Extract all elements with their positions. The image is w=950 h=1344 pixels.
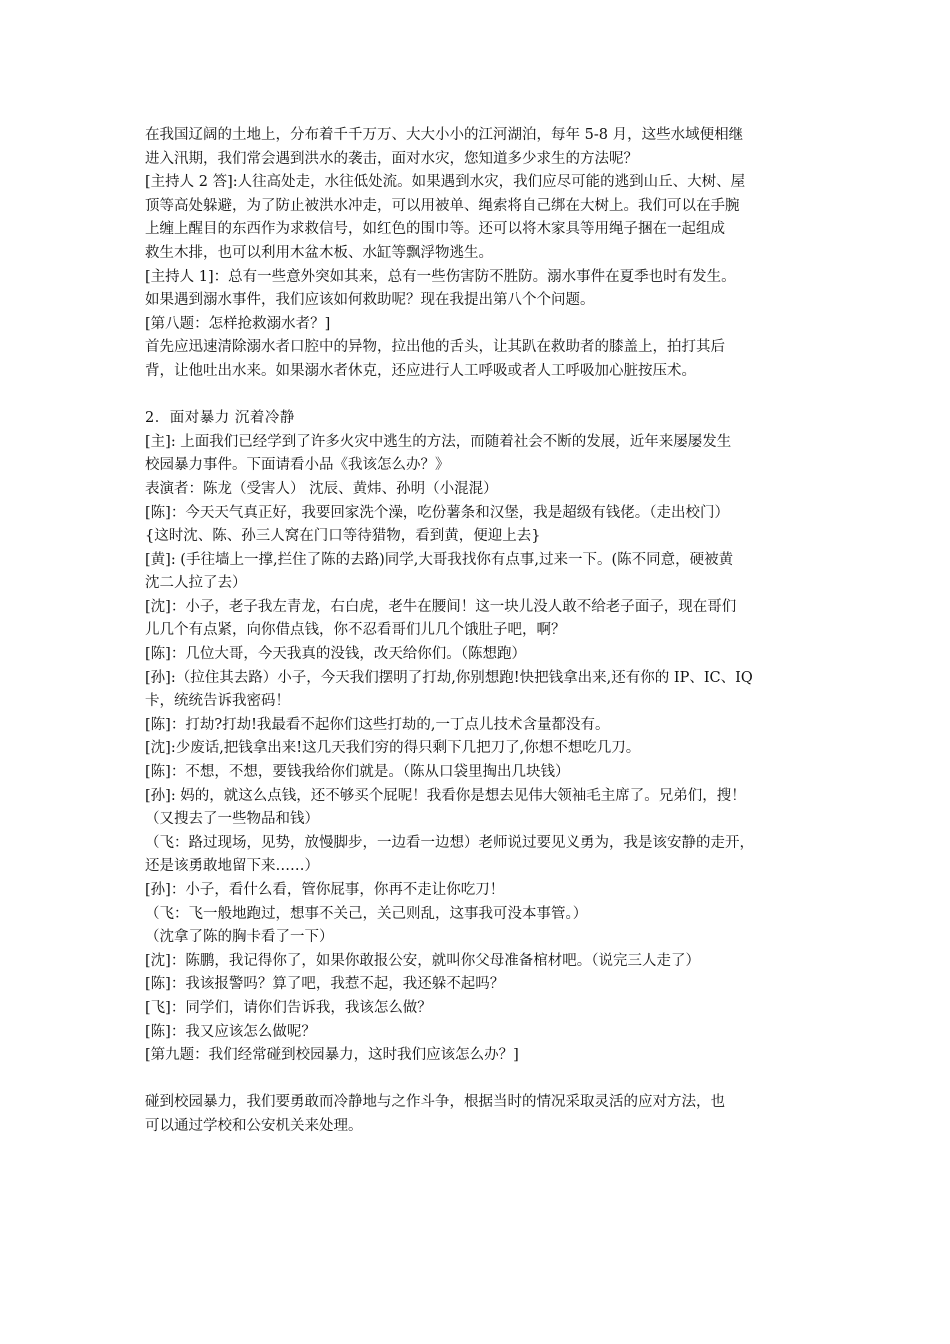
paragraph-line: 在我国辽阔的土地上，分布着千千万万、大大小小的江河湖泊，每年 5-8 月，这些水域便相继 — [145, 127, 744, 143]
script-line: （又搜去了一些物品和钱） — [145, 811, 319, 828]
script-line: 还是该勇敢地留下来……） — [145, 858, 319, 875]
script-line: 沈二人拉了去） — [145, 575, 247, 592]
script-line: 校园暴力事件。下面请看小品《我该怎么办？》 — [145, 457, 450, 474]
paragraph-line: 如果遇到溺水事件，我们应该如何救助呢？现在我提出第八个个问题。 — [145, 292, 595, 309]
document-page — [145, 124, 810, 1139]
script-line: 表演者：陈龙（受害人） 沈辰、黄炜、孙明（小混混） — [145, 480, 498, 497]
paragraph-line: 可以通过学校和公安机关来处理。 — [145, 1117, 363, 1134]
script-line: [沈]：陈鹏，我记得你了，如果你敢报公安，就叫你父母准备棺材吧。（说完三人走了） — [145, 952, 701, 969]
script-line: [孙]:（拉住其去路）小子，今天我们摆明了打劫,你别想跑!快把钱拿出来,还有你的 IP、IC、IQ — [145, 669, 753, 686]
script-line: [主]: 上面我们已经学到了许多火灾中逃生的方法，而随着社会不断的发展，近年来屡屡发生 — [145, 433, 732, 450]
script-line: [黄]: (手往墙上一撑,拦住了陈的去路)同学,大哥我找你有点事,过来一下。(陈不同意，硬被黄 — [145, 551, 734, 568]
paragraph-line: [主持人 2 答]:人往高处走，水往低处流。如果遇到水灾，我们应尽可能的逃到山丘、大树、屋 — [145, 174, 746, 191]
flood-section — [145, 124, 810, 384]
script-line: {这时沈、陈、孙三人窝在门口等待猎物，看到黄，便迎上去} — [145, 528, 541, 545]
blank-line — [145, 1068, 810, 1092]
paragraph-line: 碰到校园暴力，我们要勇敢而冷静地与之作斗争，根据当时的情况采取灵活的应对方法，也 — [145, 1094, 725, 1111]
script-line: （飞：路过现场，见势，放慢脚步，一边看一边想）老师说过要见义勇为，我是该安静的走开， — [145, 834, 754, 851]
script-line: [孙]：小子，看什么看，管你屁事，你再不走让你吃刀！ — [145, 882, 505, 898]
script-line: [飞]：同学们，请你们告诉我，我该怎么做？ — [145, 999, 432, 1016]
script-line: [陈]：几位大哥，今天我真的没钱，改天给你们。（陈想跑） — [145, 646, 527, 663]
paragraph-line: [主持人 1]：总有一些意外突如其来，总有一些伤害防不胜防。溺水事件在夏季也时有发生。 — [145, 268, 736, 285]
paragraph-line: 救生木排，也可以利用木盆木板、水缸等飘浮物逃生。 — [145, 244, 493, 261]
script-line: 卡，统统告诉我密码！ — [145, 693, 290, 710]
question-line: [第九题：我们经常碰到校园暴力，这时我们应该怎么办？] — [145, 1047, 519, 1064]
script-line: [孙]: 妈的，就这么点钱，还不够买个屁呢！我看你是想去见伟大领袖毛主席了。兄弟们，搜！ — [145, 787, 746, 804]
paragraph-line: 首先应迅速清除溺水者口腔中的异物，拉出他的舌头，让其趴在救助者的膝盖上，拍打其后 — [145, 339, 725, 356]
script-line: [陈]：打劫?打劫!我最看不起你们这些打劫的,一丁点儿技术含量都没有。 — [145, 716, 610, 733]
answer-section — [145, 1091, 810, 1138]
script-line: [沈]:少废话,把钱拿出来!这几天我们穷的得只剩下几把刀了,你想不想吃几刀。 — [145, 740, 641, 757]
section-heading: 2．面对暴力 沉着冷静 — [145, 410, 295, 427]
script-line: [陈]：今天天气真正好，我要回家洗个澡，吃份薯条和汉堡，我是超级有钱佬。（走出校门） — [145, 504, 730, 521]
script-line: （飞：飞一般地跑过，想事不关己，关己则乱，这事我可没本事管。） — [145, 905, 588, 922]
script-line: [陈]：不想，不想，要钱我给你们就是。（陈从口袋里掏出几块钱） — [145, 764, 570, 781]
paragraph-line: 进入汛期，我们常会遇到洪水的袭击，面对水灾，您知道多少求生的方法呢？ — [145, 150, 638, 167]
paragraph-line: 背，让他吐出水来。如果溺水者休克，还应进行人工呼吸或者人工呼吸加心脏按压术。 — [145, 362, 696, 379]
script-line: （沈拿了陈的胸卡看了一下） — [145, 929, 334, 946]
paragraph-line: 顶等高处躲避，为了防止被洪水冲走，可以用被单、绳索将自己绑在大树上。我们可以在手腕 — [145, 197, 740, 214]
blank-line — [145, 384, 810, 408]
script-line: [陈]：我又应该怎么做呢？ — [145, 1023, 316, 1040]
script-line: [沈]：小子，老子我左青龙，右白虎，老牛在腰间！这一块儿没人敢不给老子面子，现在哥们 — [145, 598, 737, 615]
script-line: [陈]：我该报警吗？算了吧，我惹不起，我还躲不起吗？ — [145, 976, 505, 993]
violence-section — [145, 431, 810, 1068]
paragraph-line: 上缠上醒目的东西作为求救信号，如红色的围巾等。还可以将木家具等用绳子捆在一起组成 — [145, 221, 725, 238]
question-line: [第八题：怎样抢救溺水者？] — [145, 315, 331, 332]
script-line: 儿几个有点紧，向你借点钱，你不忍看哥们儿几个饿肚子吧，啊？ — [145, 622, 566, 639]
